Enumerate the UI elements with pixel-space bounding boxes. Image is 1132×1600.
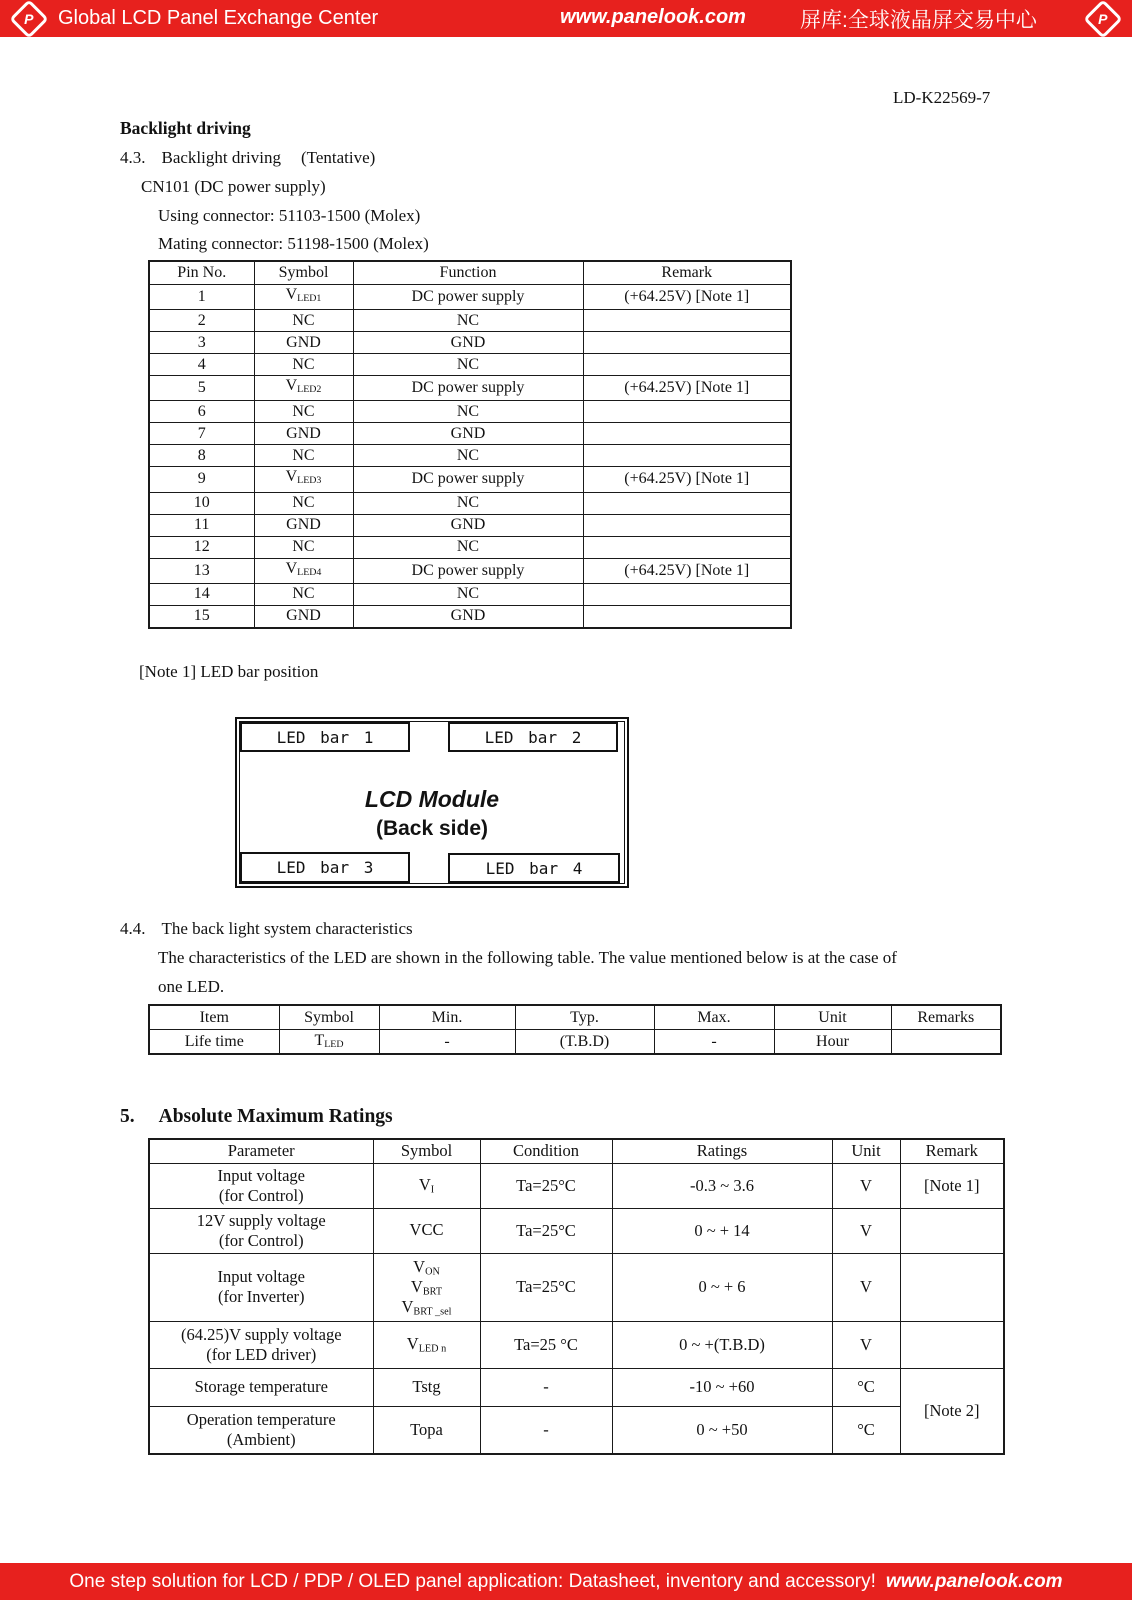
- function-cell: DC power supply: [353, 467, 583, 492]
- column-header: Ratings: [612, 1139, 832, 1163]
- function-cell: DC power supply: [353, 558, 583, 583]
- footer-url-link[interactable]: www.panelook.com: [885, 1570, 1063, 1592]
- column-header: Unit: [832, 1139, 900, 1163]
- remark-cell: [583, 423, 791, 445]
- symbol-line: $V_{ON}$: [413, 1256, 440, 1277]
- pin-no-cell: 1: [149, 285, 254, 310]
- remark-cell: [Note 2]: [900, 1368, 1004, 1454]
- remark-cell: [583, 536, 791, 558]
- pin-table-row: [149, 467, 791, 492]
- function-cell: GND: [353, 423, 583, 445]
- function-cell: NC: [353, 536, 583, 558]
- section-number: 5.: [120, 1106, 135, 1127]
- logo-letter: P: [24, 11, 34, 27]
- symbol-cell: GND: [254, 332, 353, 354]
- column-header: Condition: [480, 1139, 612, 1163]
- ratings-cell: 0 ~ +50: [612, 1406, 832, 1454]
- remarks-cell: [891, 1030, 1001, 1055]
- column-header: Typ.: [515, 1005, 654, 1030]
- column-header: Function: [353, 261, 583, 285]
- section-5-heading: [120, 1106, 393, 1128]
- parameter-cell: Operation temperature (Ambient): [149, 1406, 373, 1454]
- parameter-cell: Input voltage (for Control): [149, 1163, 373, 1208]
- section-number: 4.4.: [120, 919, 146, 938]
- pin-table-row: [149, 401, 791, 423]
- symbol-cell: NC: [254, 492, 353, 514]
- unit-cell: °C: [832, 1406, 900, 1454]
- table-row: [149, 1163, 1004, 1208]
- pin-no-cell: 6: [149, 401, 254, 423]
- remark-cell: (+64.25V) [Note 1]: [583, 558, 791, 583]
- pin-table-row: [149, 354, 791, 376]
- remark-cell: [583, 354, 791, 376]
- section-title: The back light system characteristics: [161, 919, 413, 938]
- amr-header-row: [149, 1139, 1004, 1163]
- paragraph-line: one LED.: [158, 977, 225, 996]
- table-row: [149, 1321, 1004, 1368]
- remark-cell: [900, 1321, 1004, 1368]
- symbol-cell: NC: [254, 445, 353, 467]
- remark-cell: [583, 310, 791, 332]
- connector-title: CN101 (DC power supply): [141, 177, 326, 196]
- pin-no-cell: 15: [149, 605, 254, 628]
- pin-no-cell: 8: [149, 445, 254, 467]
- table-row: [149, 1406, 1004, 1454]
- header-brand-text: Global LCD Panel Exchange Center: [58, 7, 379, 29]
- condition-cell: -: [480, 1368, 612, 1406]
- header-url-link[interactable]: www.panelook.com: [560, 6, 746, 28]
- section-title: Backlight driving: [161, 148, 281, 167]
- remark-cell: [900, 1208, 1004, 1253]
- led-bar-2-box: LED bar 2: [448, 722, 618, 752]
- remark-cell: [583, 605, 791, 628]
- lcd-module-label: LCD Module: [364, 786, 500, 812]
- symbol-cell: [373, 1253, 480, 1321]
- pin-table-row: [149, 445, 791, 467]
- remark-cell: [583, 445, 791, 467]
- symbol-cell: $V_{LED1}$: [254, 285, 353, 310]
- using-connector-line: Using connector: 51103-1500 (Molex): [158, 206, 421, 225]
- header-banner[interactable]: [0, 0, 1132, 37]
- column-header: Remarks: [891, 1005, 1001, 1030]
- symbol-cell: NC: [254, 310, 353, 332]
- led-bar-3-box: LED bar 3: [240, 852, 410, 883]
- function-cell: NC: [353, 310, 583, 332]
- symbol-cell: NC: [254, 536, 353, 558]
- symbol-cell: GND: [254, 605, 353, 628]
- function-cell: NC: [353, 401, 583, 423]
- remark-cell: [583, 514, 791, 536]
- led-characteristics-table: [148, 1004, 1002, 1055]
- pin-table-row: [149, 583, 791, 605]
- remark-cell: (+64.25V) [Note 1]: [583, 285, 791, 310]
- symbol-cell: Tstg: [373, 1368, 480, 1406]
- remark-cell: [900, 1253, 1004, 1321]
- ratings-cell: 0 ~ +(T.B.D): [612, 1321, 832, 1368]
- pin-no-cell: 3: [149, 332, 254, 354]
- remark-cell: [583, 332, 791, 354]
- condition-cell: -: [480, 1406, 612, 1454]
- paragraph-line: The characteristics of the LED are shown in the following table. The value mentioned below is at the case of: [158, 948, 897, 967]
- symbol-cell: $V_{LED2}$: [254, 376, 353, 401]
- column-header: Min.: [379, 1005, 515, 1030]
- symbol-cell: NC: [254, 401, 353, 423]
- function-cell: DC power supply: [353, 376, 583, 401]
- function-cell: NC: [353, 492, 583, 514]
- pin-table-row: [149, 558, 791, 583]
- pin-table-row: [149, 285, 791, 310]
- unit-cell: V: [832, 1321, 900, 1368]
- column-header: Symbol: [373, 1139, 480, 1163]
- pin-table-row: [149, 423, 791, 445]
- panelook-logo-icon: [9, 0, 49, 39]
- column-header: Symbol: [279, 1005, 379, 1030]
- absolute-maximum-ratings-table: [148, 1138, 1005, 1455]
- pin-table-row: [149, 514, 791, 536]
- led-bar-position-diagram: [235, 717, 629, 888]
- item-cell: Life time: [149, 1030, 279, 1055]
- parameter-cell: Input voltage (for Inverter): [149, 1253, 373, 1321]
- function-cell: GND: [353, 514, 583, 536]
- symbol-cell: NC: [254, 354, 353, 376]
- pin-no-cell: 4: [149, 354, 254, 376]
- function-cell: NC: [353, 354, 583, 376]
- function-cell: GND: [353, 332, 583, 354]
- function-cell: NC: [353, 583, 583, 605]
- pin-no-cell: 7: [149, 423, 254, 445]
- column-header: Remark: [583, 261, 791, 285]
- unit-cell: V: [832, 1208, 900, 1253]
- condition-cell: Ta=25°C: [480, 1208, 612, 1253]
- symbol-cell: $V_I$: [373, 1163, 480, 1208]
- parameter-cell: Storage temperature: [149, 1368, 373, 1406]
- column-header: Max.: [654, 1005, 774, 1030]
- remark-cell: [583, 401, 791, 423]
- ratings-cell: -0.3 ~ 3.6: [612, 1163, 832, 1208]
- symbol-cell: Topa: [373, 1406, 480, 1454]
- led-bar-1-box: LED bar 1: [240, 722, 410, 752]
- column-header: Unit: [774, 1005, 891, 1030]
- function-cell: NC: [353, 445, 583, 467]
- section-suffix: (Tentative): [300, 148, 376, 167]
- pin-table-row: [149, 536, 791, 558]
- unit-cell: V: [832, 1253, 900, 1321]
- table-row: [149, 1030, 1001, 1055]
- remark-cell: [583, 492, 791, 514]
- condition-cell: Ta=25 °C: [480, 1321, 612, 1368]
- panelook-logo-icon: [1083, 0, 1123, 39]
- led-bar-4-box: LED bar 4: [448, 853, 620, 883]
- column-header: Item: [149, 1005, 279, 1030]
- column-header: Parameter: [149, 1139, 373, 1163]
- remark-cell: [Note 1]: [900, 1163, 1004, 1208]
- unit-cell: V: [832, 1163, 900, 1208]
- min-cell: -: [379, 1030, 515, 1055]
- symbol-line: $V_{BRT}$: [410, 1276, 443, 1298]
- pin-table-header-row: [149, 261, 791, 285]
- pin-assignment-table: [148, 260, 792, 629]
- unit-cell: Hour: [774, 1030, 891, 1055]
- symbol-cell: NC: [254, 583, 353, 605]
- pin-table-row: [149, 332, 791, 354]
- document-number: LD-K22569-7: [893, 88, 991, 107]
- column-header: Pin No.: [149, 261, 254, 285]
- pin-no-cell: 12: [149, 536, 254, 558]
- function-cell: GND: [353, 605, 583, 628]
- pin-no-cell: 14: [149, 583, 254, 605]
- section-title: Absolute Maximum Ratings: [158, 1106, 393, 1127]
- column-header: Remark: [900, 1139, 1004, 1163]
- logo-letter: P: [1098, 11, 1108, 27]
- footer-banner[interactable]: [0, 1563, 1132, 1600]
- table-row: [149, 1368, 1004, 1406]
- parameter-cell: (64.25)V supply voltage (for LED driver): [149, 1321, 373, 1368]
- symbol-cell: VCC: [373, 1208, 480, 1253]
- parameter-cell: 12V supply voltage (for Control): [149, 1208, 373, 1253]
- condition-cell: Ta=25°C: [480, 1163, 612, 1208]
- max-cell: -: [654, 1030, 774, 1055]
- symbol-cell: $V_{LED3}$: [254, 467, 353, 492]
- table-row: [149, 1253, 1004, 1321]
- unit-cell: °C: [832, 1368, 900, 1406]
- pin-no-cell: 9: [149, 467, 254, 492]
- symbol-cell: $V_{LED4}$: [254, 558, 353, 583]
- pin-no-cell: 5: [149, 376, 254, 401]
- led-table-header-row: [149, 1005, 1001, 1030]
- pin-no-cell: 11: [149, 514, 254, 536]
- pin-no-cell: 2: [149, 310, 254, 332]
- section-4-4-heading: [120, 919, 413, 939]
- pin-table-row: [149, 605, 791, 628]
- pin-table-row: [149, 376, 791, 401]
- pin-table-row: [149, 310, 791, 332]
- symbol-cell: $V_{LED n}$: [373, 1321, 480, 1368]
- remark-cell: (+64.25V) [Note 1]: [583, 467, 791, 492]
- pin-no-cell: 13: [149, 558, 254, 583]
- back-side-label: (Back side): [375, 817, 489, 840]
- ratings-cell: -10 ~ +60: [612, 1368, 832, 1406]
- typ-cell: (T.B.D): [515, 1030, 654, 1055]
- ratings-cell: 0 ~ + 14: [612, 1208, 832, 1253]
- page-heading: Backlight driving: [120, 118, 251, 138]
- remark-cell: [583, 583, 791, 605]
- mating-connector-line: Mating connector: 51198-1500 (Molex): [158, 234, 429, 253]
- footer-text: One step solution for LCD / PDP / OLED panel application: Datasheet, inventory and accessory!: [69, 1570, 876, 1592]
- symbol-cell: GND: [254, 423, 353, 445]
- ratings-cell: 0 ~ + 6: [612, 1253, 832, 1321]
- symbol-cell: GND: [254, 514, 353, 536]
- remark-cell: (+64.25V) [Note 1]: [583, 376, 791, 401]
- section-4-3-heading: [120, 148, 375, 168]
- header-chinese-text: 屏库:全球液晶屏交易中心: [800, 9, 1037, 32]
- section-number: 4.3.: [120, 148, 146, 167]
- table-row: [149, 1208, 1004, 1253]
- symbol-line: $V_{BRT \_sel}$: [401, 1297, 452, 1318]
- condition-cell: Ta=25°C: [480, 1253, 612, 1321]
- symbol-cell: $T_{LED}$: [279, 1030, 379, 1055]
- pin-no-cell: 10: [149, 492, 254, 514]
- note1-label: [Note 1] LED bar position: [139, 662, 319, 681]
- column-header: Symbol: [254, 261, 353, 285]
- pin-table-row: [149, 492, 791, 514]
- function-cell: DC power supply: [353, 285, 583, 310]
- lcd-module-outline: [239, 721, 625, 884]
- pin-table-body: [149, 285, 791, 628]
